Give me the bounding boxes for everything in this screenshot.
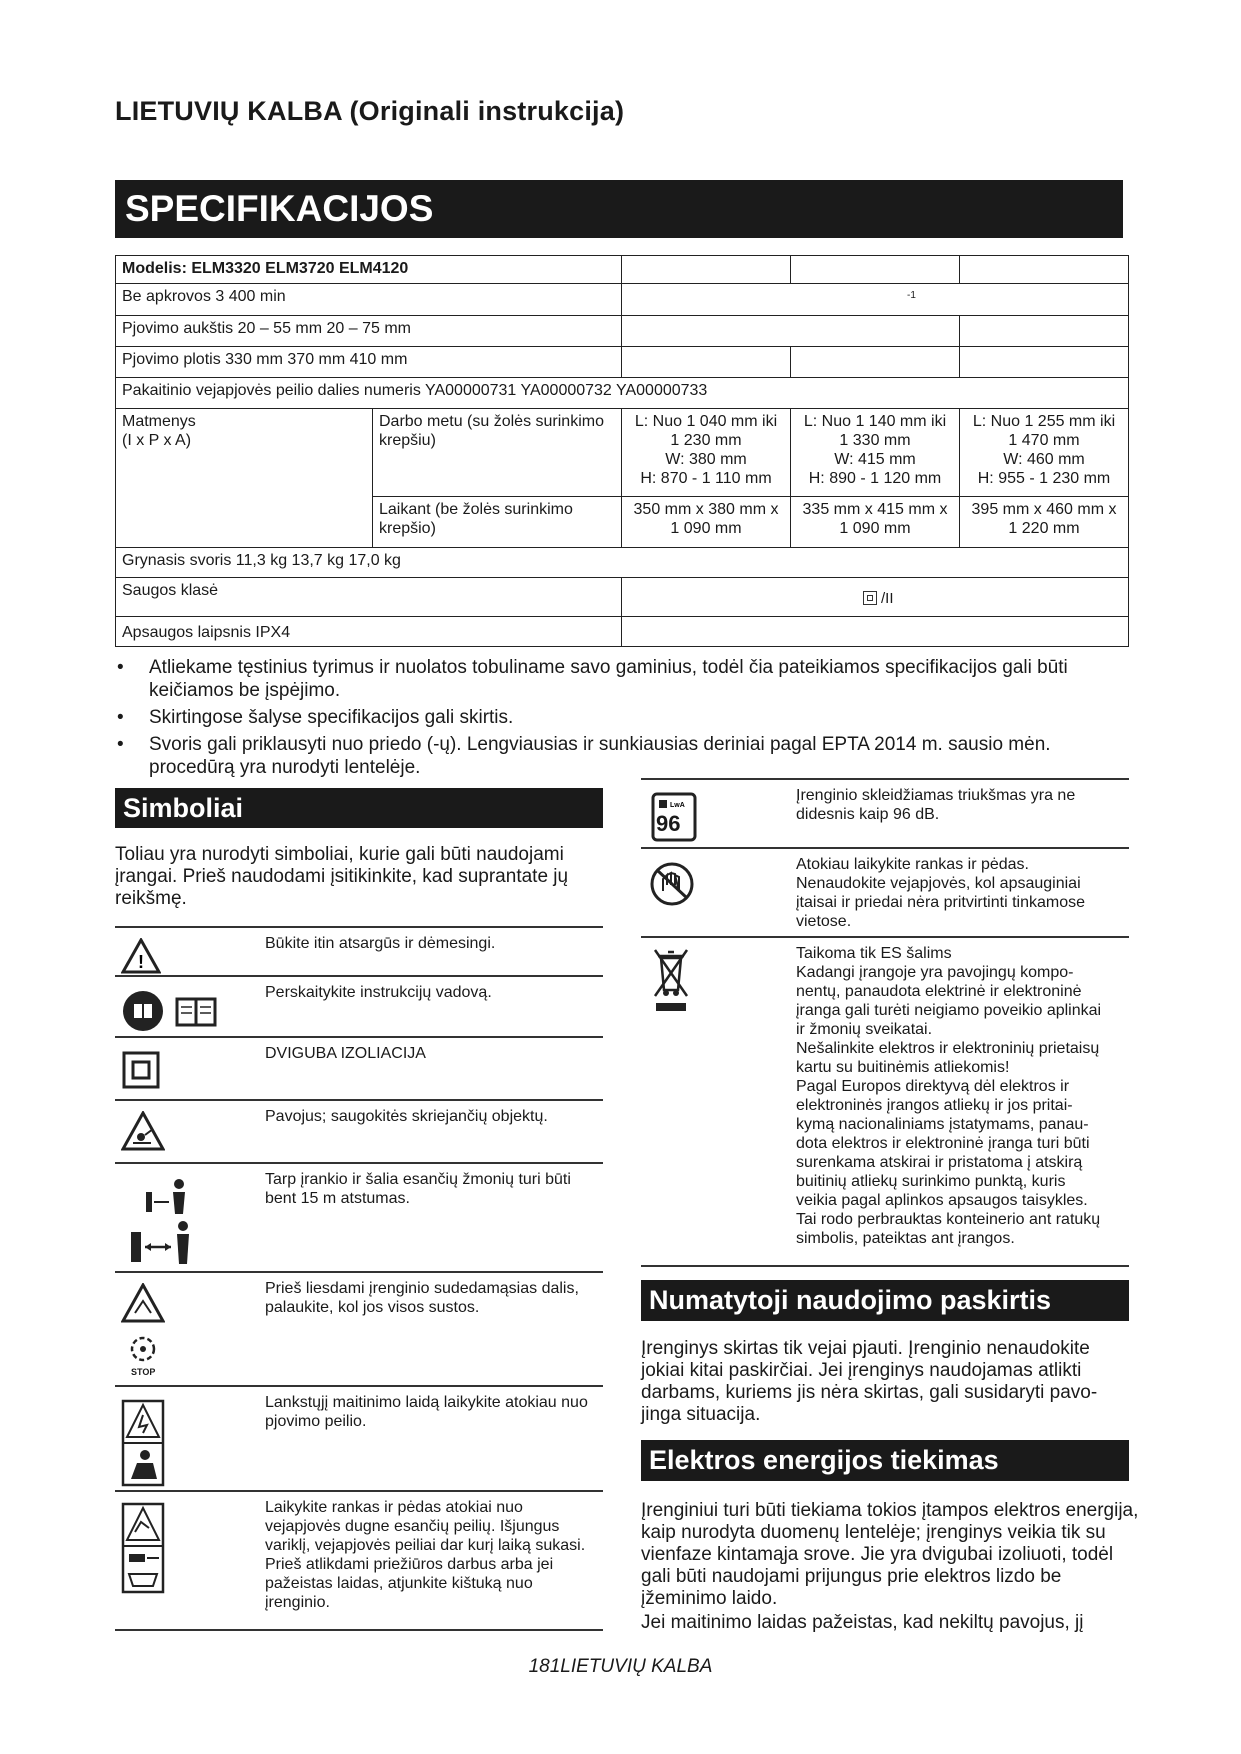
- symbol-row: [115, 975, 603, 1037]
- ip-row: Apsaugos laipsnis IPX4: [115, 616, 622, 647]
- symbol-text: Laikykite rankas ir pėdas atokiai nuo vejapjovės dugne esančių peilių. Išjungus variklį, vejapjovės peiliai dar kurį laiką sukasi. Prieš atlikdami priežiūros darbus arba jei pažeistas laidas, atjunkite kištuką nuo įrenginio.: [265, 1499, 586, 1611]
- net-weight-row: Grynasis svoris 11,3 kg 13,7 kg 17,0 kg: [115, 547, 1129, 578]
- empty-cell: [959, 346, 1129, 378]
- symbol-text: Būkite itin atsargūs ir dėmesingi.: [265, 935, 496, 952]
- specifications-heading: SPECIFIKACIJOS: [115, 180, 1123, 238]
- noise-level-icon: [651, 792, 697, 847]
- symbol-text: Perskaitykite instrukcijų vadovą.: [265, 984, 492, 1001]
- table-bottom-border: [115, 1629, 603, 1631]
- double-insulation-icon: [863, 591, 877, 605]
- storage-value: 335 mm x 415 mm x 1 090 mm: [790, 496, 960, 548]
- symbol-text: Taikoma tik ES šalims Kadangi įrangoje yra pavojingų kompo- nentų, panaudota elektrinė ir elektroninė įranga gali turėti neigiamo poveikio aplinkai ir žmonių sveikatai. Nešalinkite elektros ir elektroninių prietaisų kartu su buitinėmis atliekomis! Pagal Europos direktyvą dėl elektros ir elektroninės įrangos atliekų ir jos pritai- kymą nacionaliniams įstatymams, panau- dota elektros ir elektroninė įranga turi būti surenkama atskirai ir pristatoma į atskirą buitinių atliekų surinkimo punktą, kuris veikia pagal aplinkos apsaugos taisykles. Tai rodo perbrauktas konteinerio ant ratukų simbolis, pateiktas ant įrangos.: [796, 945, 1102, 1247]
- empty-cell: [790, 346, 960, 378]
- note-item: • Svoris gali priklausyti nuo priedo (-ų). Lengviausias ir sunkiausias deriniai pagal EPTA 2014 m. sausio mėn. procedūrą yra nurodyti lentelėje.: [117, 733, 1127, 779]
- symbol-row: [115, 1271, 603, 1386]
- flying-objects-hazard-icon: [121, 1111, 165, 1156]
- symbol-row: [641, 847, 1129, 937]
- storage-value: 395 mm x 460 mm x 1 220 mm: [959, 496, 1129, 548]
- symbol-row: [115, 1036, 603, 1100]
- operating-value: L: Nuo 1 040 mm iki 1 230 mm W: 380 mm H: 870 - 1 110 mm: [621, 408, 791, 497]
- safety-class-label: Saugos klasė: [115, 577, 622, 617]
- safety-class-cell: [621, 577, 1129, 617]
- symbol-text: Pavojus; saugokitės skriejančių objektų.: [265, 1108, 548, 1125]
- symbol-text: Įrenginio skleidžiamas triukšmas yra ne didesnis kaip 96 dB.: [796, 787, 1076, 823]
- table-bottom-border: [641, 1265, 1129, 1267]
- symbol-text: Atokiau laikykite rankas ir pėdas. Nenaudokite vejapjovės, kol apsauginiai įtaisai ir priedai nėra pritvirtinti tinkamose vietose.: [796, 856, 1085, 930]
- symbol-row: [115, 1490, 603, 1630]
- no-load-row: Be apkrovos 3 400 min: [115, 283, 622, 316]
- cut-height-row: Pjovimo aukštis 20 – 55 mm 20 – 75 mm: [115, 315, 622, 347]
- safe-distance-icon: [121, 1170, 201, 1275]
- storage-label: Laikant (be žolės surinkimo krepšio): [372, 496, 622, 548]
- cut-width-row: Pjovimo plotis 330 mm 370 mm 410 mm: [115, 346, 622, 378]
- double-insulation-icon: [121, 1050, 161, 1095]
- superscript-minus-one: -1: [907, 290, 916, 301]
- operating-value: L: Nuo 1 255 mm iki 1 470 mm W: 460 mm H: 955 - 1 230 mm: [959, 408, 1129, 497]
- intended-use-heading: Numatytoji naudojimo paskirtis: [641, 1280, 1129, 1321]
- model-row: Modelis: ELM3320 ELM3720 ELM4120: [115, 255, 622, 284]
- note-item: • Atliekame tęstinius tyrimus ir nuolatos tobuliname savo gaminius, todėl čia pateikiamos specifikacijos gali būti keičiamos be įspėjimo.: [117, 656, 1127, 702]
- empty-cell: [621, 255, 791, 284]
- power-supply-heading: Elektros energijos tiekimas: [641, 1440, 1129, 1481]
- symbol-text: Lankstųjį maitinimo laidą laikykite atokiau nuo pjovimo peilio.: [265, 1394, 588, 1430]
- power-supply-text: Įrenginiui turi būti tiekiama tokios įtampos elektros energija, kaip nurodyta duomenų lentelėje; įrenginys veikia tik su vienfaze kintamąja srove. Jie yra dvigubai izoliuoti, todėl gali būti naudojami prijungus prie elektros lizdo be įžeminimo laido.: [641, 1500, 1139, 1609]
- cord-away-from-blade-icon: [121, 1399, 165, 1492]
- hand-foot-guard-icon: [649, 861, 695, 912]
- stop-label: STOP: [131, 1367, 156, 1377]
- note-item: • Skirtingose šalyse specifikacijos gali skirtis.: [117, 706, 1127, 729]
- symbol-text: DVIGUBA IZOLIACIJA: [265, 1045, 426, 1062]
- empty-cell: [621, 346, 791, 378]
- wait-until-stop-icon: [121, 1283, 165, 1388]
- symbol-text: Prieš liesdami įrenginio sudedamąsias dalis, palaukite, kol jos visos sustos.: [265, 1280, 579, 1316]
- language-title: LIETUVIŲ KALBA (Originali instrukcija): [115, 96, 625, 126]
- symbol-row: [115, 1385, 603, 1491]
- no-load-unit-cell: [621, 283, 1129, 316]
- operating-label: Darbo metu (su žolės surinkimo krepšiu): [372, 408, 622, 497]
- empty-cell: [790, 255, 960, 284]
- page-footer: 181LIETUVIŲ KALBA: [528, 1656, 713, 1677]
- read-manual-icon: [121, 987, 221, 1040]
- spec-notes: [117, 656, 1127, 783]
- keep-hands-feet-away-icon: [121, 1502, 165, 1599]
- symbol-row: [641, 778, 1129, 848]
- symbols-intro: Toliau yra nurodyti simboliai, kurie gali būti naudojami įrangai. Prieš naudodami įsitikinkite, kad suprantate jų reikšmę.: [115, 844, 569, 909]
- symbol-row: [115, 1162, 603, 1272]
- power-supply-text-continued: Jei maitinimo laidas pažeistas, kad nekiltų pavojus, jį: [641, 1612, 1084, 1633]
- empty-cell: [621, 616, 1129, 647]
- symbol-row: [641, 936, 1129, 1266]
- dimensions-label: Matmenys (I x P x A): [115, 408, 373, 548]
- safety-class-value: /II: [881, 590, 894, 607]
- empty-cell: [959, 255, 1129, 284]
- weee-crossed-bin-icon: [651, 946, 691, 1017]
- storage-value: 350 mm x 380 mm x 1 090 mm: [621, 496, 791, 548]
- svg-text:LwA: LwA: [670, 802, 685, 809]
- symbol-text: Tarp įrankio ir šalia esančių žmonių turi būti bent 15 m atstumas.: [265, 1171, 571, 1207]
- intended-use-text: Įrenginys skirtas tik vejai pjauti. Įrenginio nenaudokite jokiai kitai paskirčiai. Jei įrenginys naudojamas atlikti darbams, kuriems jis nėra skirtas, gali susidaryti pavo-jinga situacija.: [641, 1338, 1098, 1425]
- blade-part-row: Pakaitinio vejapjovės peilio dalies numeris YA00000731 YA00000732 YA00000733: [115, 377, 1129, 409]
- symbol-row: [115, 926, 603, 976]
- symbols-heading: Simboliai: [115, 788, 603, 828]
- empty-cell: [959, 315, 1129, 347]
- operating-value: L: Nuo 1 140 mm iki 1 330 mm W: 415 mm H: 890 - 1 120 mm: [790, 408, 960, 497]
- symbol-row: [115, 1099, 603, 1163]
- svg-text:!: !: [138, 952, 144, 972]
- empty-cell: [621, 315, 960, 347]
- warning-triangle-icon: [121, 938, 161, 979]
- noise-value: 96: [656, 811, 681, 836]
